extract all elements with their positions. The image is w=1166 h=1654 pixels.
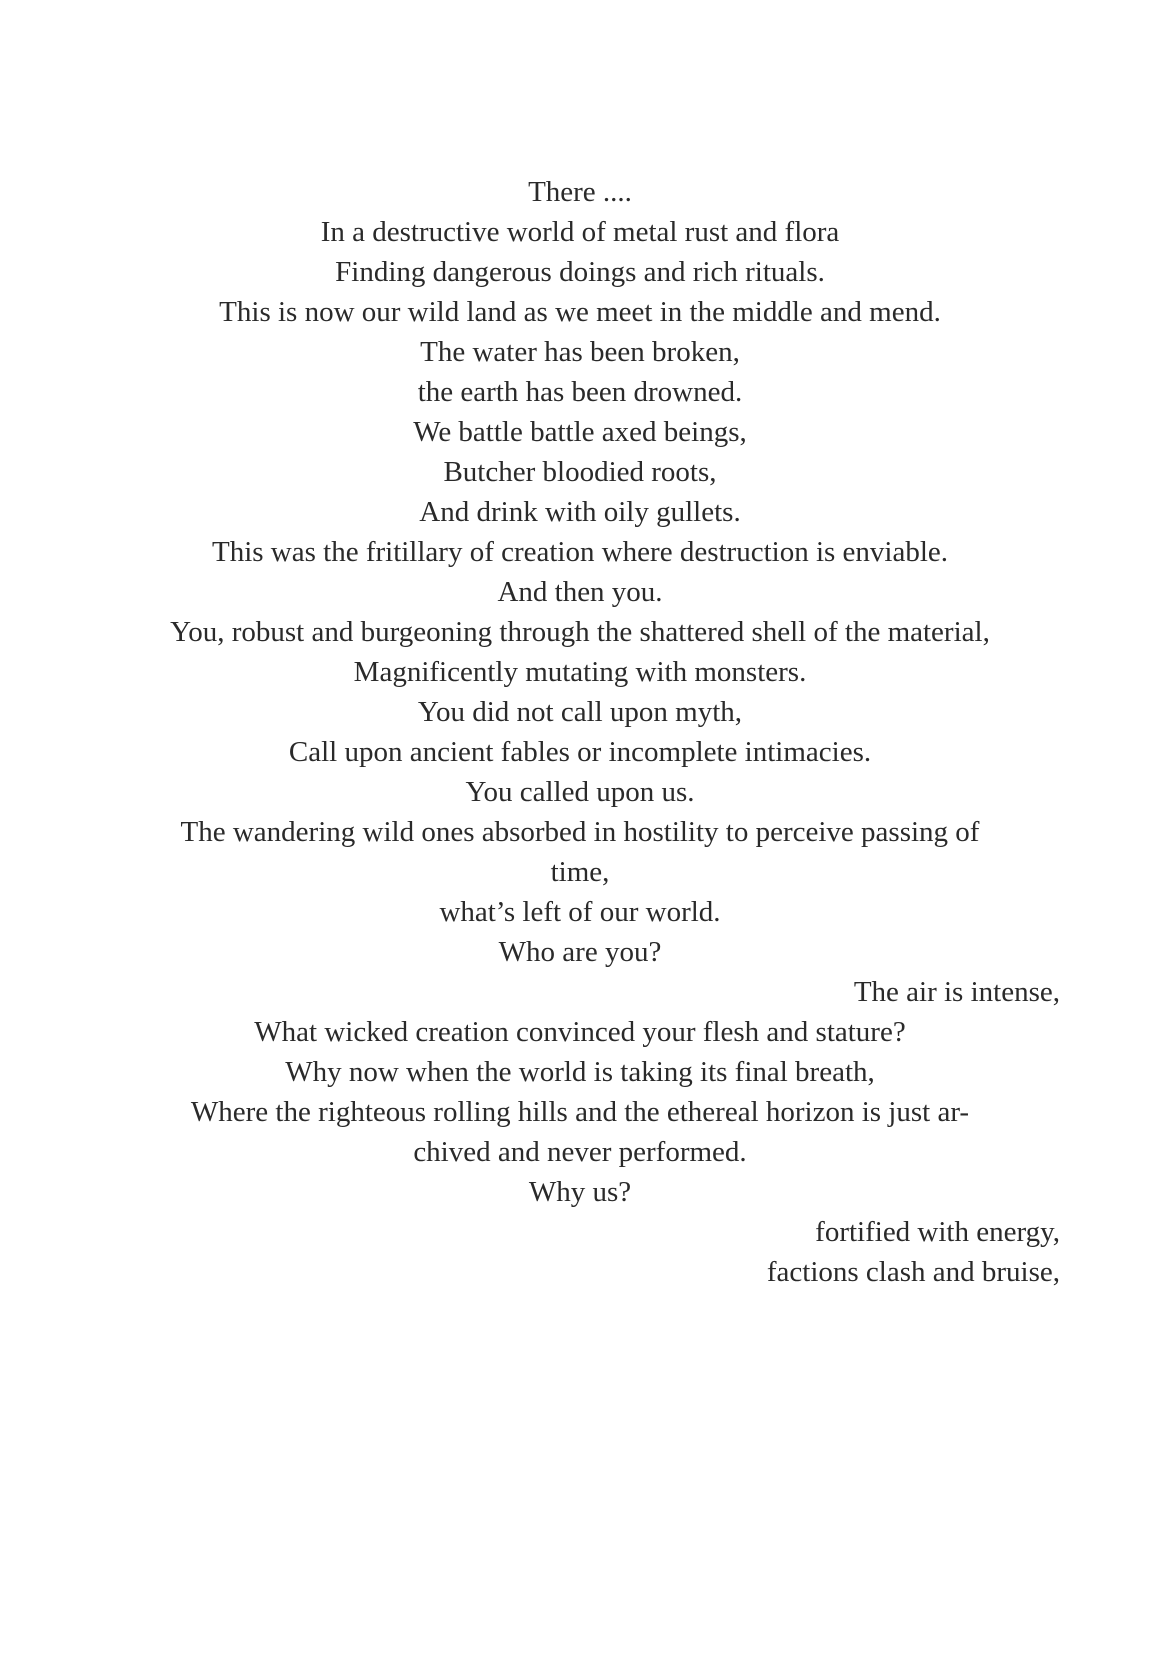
poem-line: And then you. [497, 576, 663, 608]
poem-line: The wandering wild ones absorbed in hostility to perceive passing of [180, 816, 980, 848]
poem-line: Why now when the world is taking its final breath, [285, 1056, 875, 1088]
poem-line: The water has been broken, [420, 336, 740, 368]
poem-line: what’s left of our world. [439, 896, 721, 928]
poem-line: The air is intense, [853, 976, 1060, 1008]
poem-line: You did not call upon myth, [417, 696, 743, 728]
poem-body [100, 172, 1060, 1292]
poem-line: chived and never performed. [413, 1136, 747, 1168]
poem-line: Who are you? [498, 936, 662, 968]
poem-line: time, [550, 856, 610, 888]
poem-line: Where the righteous rolling hills and the ethereal horizon is just ar- [190, 1096, 970, 1128]
poem-line: Finding dangerous doings and rich rituals. [335, 256, 825, 288]
poem-line: fortified with energy, [815, 1216, 1060, 1248]
poem-line: In a destructive world of metal rust and flora [320, 216, 840, 248]
poem-line: What wicked creation convinced your flesh and stature? [254, 1016, 906, 1048]
poem-line: You called upon us. [465, 776, 695, 808]
poem-line: This was the fritillary of creation where destruction is enviable. [211, 536, 949, 568]
poem-line: You, robust and burgeoning through the shattered shell of the material, [170, 616, 990, 648]
poem-line: There .... [528, 176, 632, 208]
poem-line: And drink with oily gullets. [419, 496, 741, 528]
poem-line: Call upon ancient fables or incomplete intimacies. [288, 736, 872, 768]
poem-line: factions clash and bruise, [766, 1256, 1060, 1288]
poem-line: This is now our wild land as we meet in the middle and mend. [219, 296, 941, 328]
poem-line: Butcher bloodied roots, [443, 456, 717, 488]
poem-line: Magnificently mutating with monsters. [353, 656, 807, 688]
poem-line: Why us? [528, 1176, 632, 1208]
poem-line: We battle battle axed beings, [413, 416, 747, 448]
poem-line: the earth has been drowned. [417, 376, 743, 408]
